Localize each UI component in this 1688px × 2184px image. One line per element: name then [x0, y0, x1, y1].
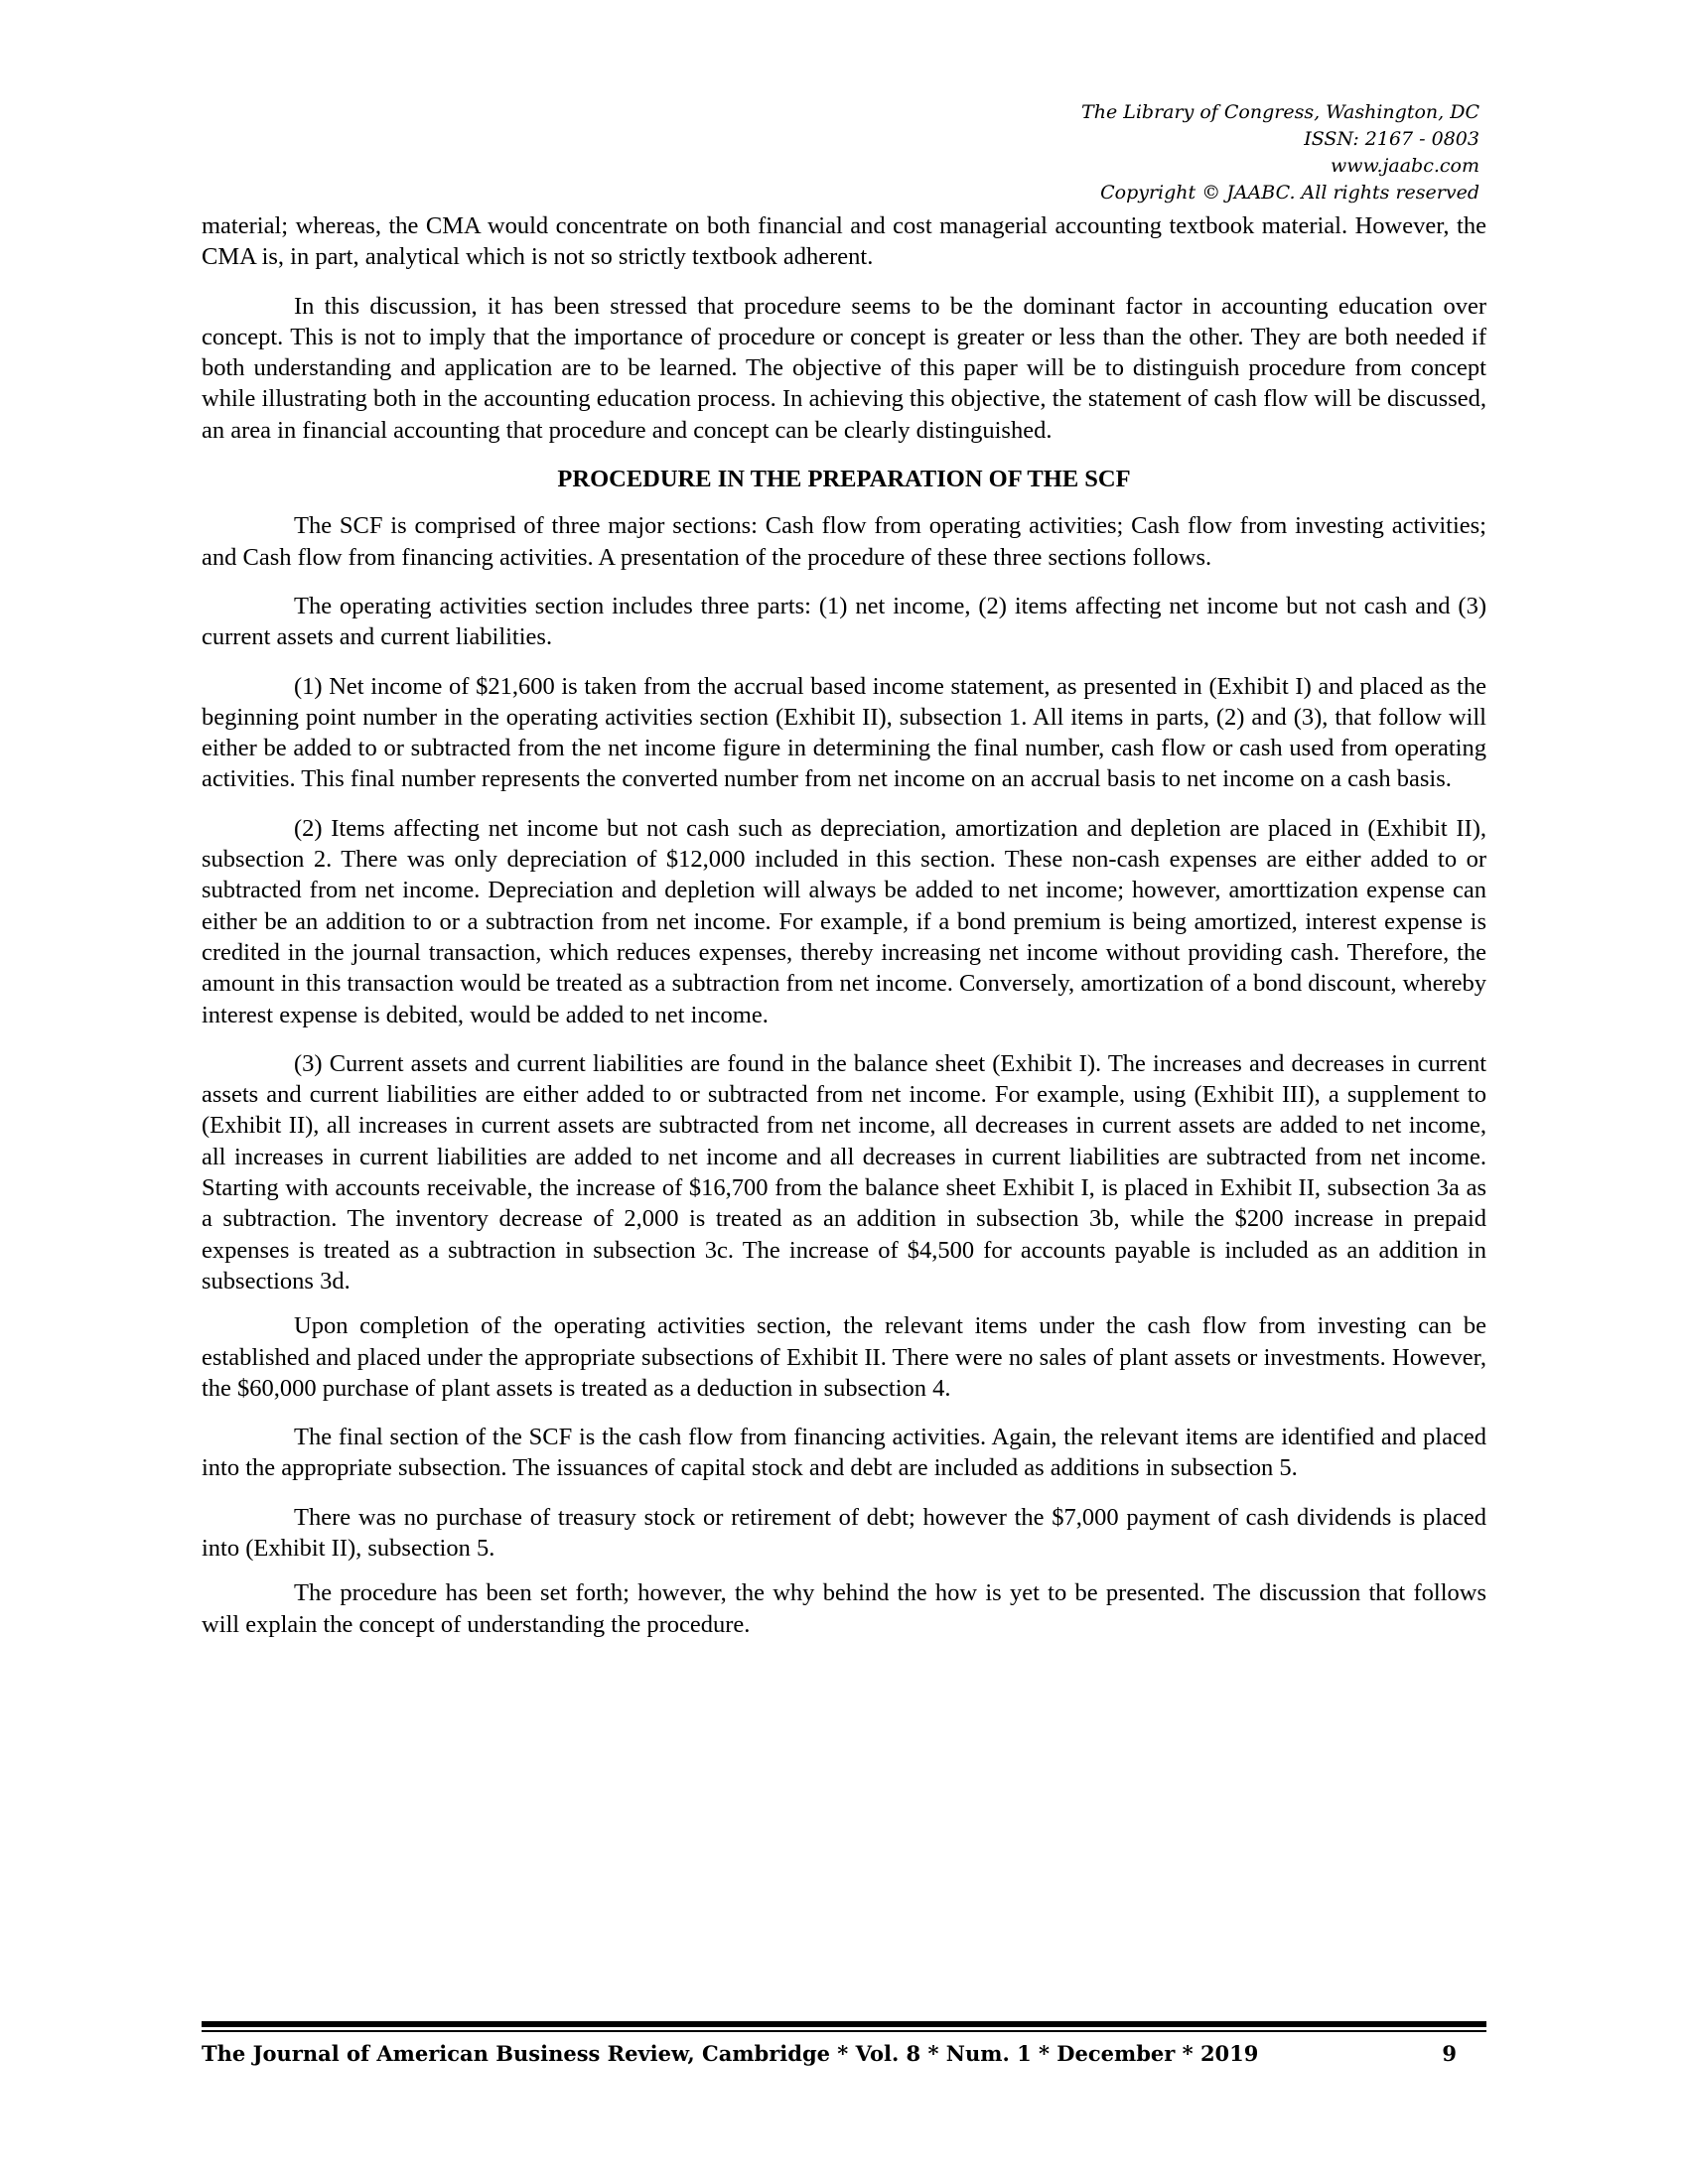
paragraph-financing: The final section of the SCF is the cash flow from financing activities. Again, the relevant items are identified and placed into the appropriate subsection. The issuances of capital stock and debt are included as additions in subsection 5.	[202, 1424, 1486, 1482]
paragraph-investing: Upon completion of the operating activities section, the relevant items under the cash flow from investing can be established and placed under the appropriate subsections of Exhibit II. There were no sales of plant assets or investments. However, the $60,000 purchase of plant assets is treated as a deduction in subsection 4.	[202, 1312, 1486, 1402]
paragraph-non-cash-items: (2) Items affecting net income but not cash such as depreciation, amortization and depletion are placed in (Exhibit II), subsection 2. There was only depreciation of $12,000 included in this section. These non-cash expenses are either added to or subtracted from net income. Depreciation and depletion will always be added to net income; however, amorttization expense can either be an addition to or a subtraction from net income. For example, if a bond premium is being amortized, interest expense is credited in the journal transaction, which reduces expenses, thereby increasing net income without providing cash. Therefore, the amount in this transaction would be treated as a subtraction from net income. Conversely, amortization of a bond discount, whereby interest expense is debited, would be added to net income.	[202, 814, 1486, 1028]
paragraph-operating-parts: The operating activities section includes three parts: (1) net income, (2) items affecting net income but not cash and (3) current assets and current liabilities.	[202, 592, 1486, 651]
paragraph-conclusion: The procedure has been set forth; however, the why behind the how is yet to be presented. The discussion that follows will explain the concept of understanding the procedure.	[202, 1579, 1486, 1638]
footer-rule-thick	[202, 2021, 1486, 2027]
header-website: www.jaabc.com	[1330, 155, 1479, 177]
header-library: The Library of Congress, Washington, DC	[1081, 101, 1479, 123]
header-issn: ISSN: 2167 - 0803	[1304, 128, 1479, 150]
section-heading: PROCEDURE IN THE PREPARATION OF THE SCF	[557, 466, 1131, 493]
footer-rule-thin	[202, 2030, 1486, 2032]
article-body	[202, 210, 1486, 1658]
paragraph-current-assets: (3) Current assets and current liabilities are found in the balance sheet (Exhibit I). The increases and decreases in current assets and current liabilities are either added to or subtracted from net income. For example, using (Exhibit III), a supplement to (Exhibit II), all increases in current assets are subtracted from net income, all decreases in current assets are added to net income, all increases in current liabilities are added to net income and all decreases in current liabilities are subtracted from net income. Starting with accounts receivable, the increase of $16,700 from the balance sheet Exhibit I, is placed in Exhibit II, subsection 3a as a subtraction. The inventory decrease of 2,000 is treated as an addition in subsection 3b, while the $200 increase in prepaid expenses is treated as a subtraction in subsection 3c. The increase of $4,500 for accounts payable is included as an addition in subsections 3d.	[202, 1049, 1486, 1295]
paragraph-discussion: In this discussion, it has been stressed that procedure seems to be the dominant factor in accounting education over concept. This is not to imply that the importance of procedure or concept is greater or less than the other. They are both needed if both understanding and application are to be learned. The objective of this paper will be to distinguish procedure from concept while illustrating both in the accounting education process. In achieving this objective, the statement of cash flow will be discussed, an area in financial accounting that procedure and concept can be clearly distinguished.	[202, 292, 1486, 444]
header-copyright: Copyright © JAABC. All rights reserved	[1100, 182, 1479, 204]
paragraph-net-income: (1) Net income of $21,600 is taken from the accrual based income statement, as presented in (Exhibit I) and placed as the beginning point number in the operating activities section (Exhibit II), subsection 1. All items in parts, (2) and (3), that follow will either be added to or subtracted from the net income figure in determining the final number, cash flow or cash used from operating activities. This final number represents the converted number from net income on an accrual basis to net income on a cash basis.	[202, 672, 1486, 793]
page-number: 9	[1442, 2041, 1457, 2066]
running-header	[784, 99, 1479, 206]
paragraph-dividends: There was no purchase of treasury stock or retirement of debt; however the $7,000 payment of cash dividends is placed into (Exhibit II), subsection 5.	[202, 1503, 1486, 1562]
paragraph-scf-sections: The SCF is comprised of three major sections: Cash flow from operating activities; Cash flow from investing activities; and Cash flow from financing activities. A presentation of the procedure of these three sections follows.	[202, 512, 1486, 571]
footer-journal-title: The Journal of American Business Review, Cambridge * Vol. 8 * Num. 1 * December * 2019	[202, 2041, 1259, 2066]
paragraph-continuation: material; whereas, the CMA would concentrate on both financial and cost managerial accounting textbook material. However, the CMA is, in part, analytical which is not so strictly textbook adherent.	[202, 212, 1486, 271]
